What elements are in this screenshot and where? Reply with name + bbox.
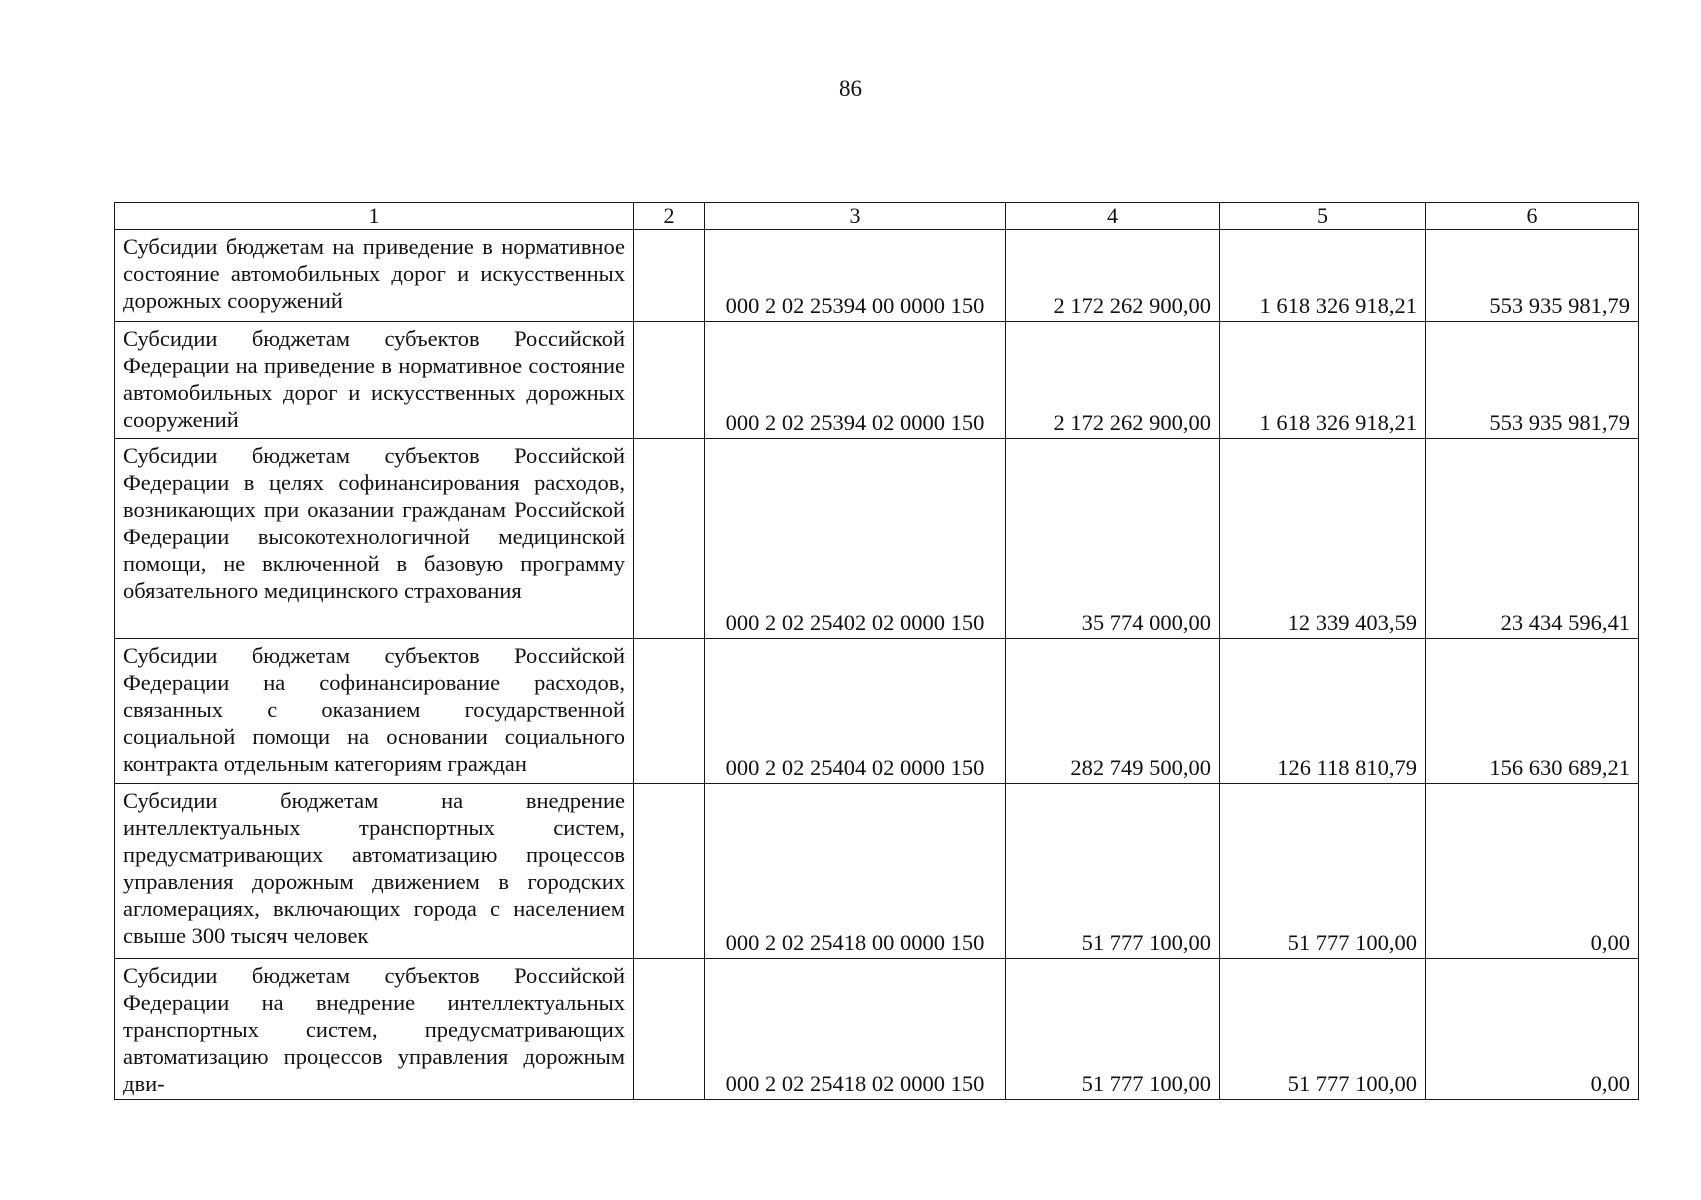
table-row bbox=[115, 639, 1639, 784]
row-col6-cell: 0,00 bbox=[1426, 784, 1639, 959]
row-col6-cell: 553 935 981,79 bbox=[1426, 230, 1639, 322]
row-code-cell: 000 2 02 25394 02 0000 150 bbox=[705, 322, 1006, 439]
page-number: 86 bbox=[839, 76, 862, 101]
row-code-cell: 000 2 02 25402 02 0000 150 bbox=[705, 439, 1006, 639]
row-col4-cell: 35 774 000,00 bbox=[1006, 439, 1220, 639]
row-name-cell: Субсидии бюджетам субъектов Российской Федерации на софинансирование расходов, связанных с оказанием государственной социальной помощи на основании социального контракта отдельным категориям граждан bbox=[115, 639, 634, 784]
row-col2-cell bbox=[634, 322, 705, 439]
row-col2-cell bbox=[634, 959, 705, 1100]
column-header: 4 bbox=[1006, 203, 1220, 230]
column-header: 6 bbox=[1426, 203, 1639, 230]
row-col5-cell: 12 339 403,59 bbox=[1220, 439, 1426, 639]
table-row bbox=[115, 439, 1639, 639]
table-row bbox=[115, 230, 1639, 322]
table-row bbox=[115, 322, 1639, 439]
row-col2-cell bbox=[634, 230, 705, 322]
row-col5-cell: 51 777 100,00 bbox=[1220, 784, 1426, 959]
column-header: 5 bbox=[1220, 203, 1426, 230]
table-row bbox=[115, 959, 1639, 1100]
row-name-cell: Субсидии бюджетам субъектов Российской Федерации на внедрение интеллектуальных транспортных систем, предусматривающих автоматизацию процессов управления дорожным дви- bbox=[115, 959, 634, 1100]
row-col2-cell bbox=[634, 784, 705, 959]
column-header: 2 bbox=[634, 203, 705, 230]
row-code-cell: 000 2 02 25404 02 0000 150 bbox=[705, 639, 1006, 784]
row-name-cell: Субсидии бюджетам на внедрение интеллектуальных транспортных систем, предусматривающих автоматизацию процессов управления дорожным движением в городских агломерациях, включающих города с населением свыше 300 тысяч человек bbox=[115, 784, 634, 959]
row-col6-cell: 156 630 689,21 bbox=[1426, 639, 1639, 784]
row-col5-cell: 51 777 100,00 bbox=[1220, 959, 1426, 1100]
row-col4-cell: 51 777 100,00 bbox=[1006, 784, 1220, 959]
column-header: 3 bbox=[705, 203, 1006, 230]
row-col6-cell: 23 434 596,41 bbox=[1426, 439, 1639, 639]
row-col4-cell: 2 172 262 900,00 bbox=[1006, 322, 1220, 439]
row-col4-cell: 51 777 100,00 bbox=[1006, 959, 1220, 1100]
row-code-cell: 000 2 02 25394 00 0000 150 bbox=[705, 230, 1006, 322]
table-header-row bbox=[115, 203, 1639, 230]
row-col5-cell: 126 118 810,79 bbox=[1220, 639, 1426, 784]
row-col5-cell: 1 618 326 918,21 bbox=[1220, 230, 1426, 322]
row-col6-cell: 553 935 981,79 bbox=[1426, 322, 1639, 439]
row-col2-cell bbox=[634, 639, 705, 784]
row-col4-cell: 282 749 500,00 bbox=[1006, 639, 1220, 784]
row-name-cell: Субсидии бюджетам субъектов Российской Федерации на приведение в нормативное состояние автомобильных дорог и искусственных дорожных сооружений bbox=[115, 322, 634, 439]
row-code-cell: 000 2 02 25418 00 0000 150 bbox=[705, 784, 1006, 959]
column-header: 1 bbox=[115, 203, 634, 230]
row-name-cell: Субсидии бюджетам на приведение в нормативное состояние автомобильных дорог и искусственных дорожных сооружений bbox=[115, 230, 634, 322]
budget-table bbox=[114, 202, 1639, 1100]
row-name-cell: Субсидии бюджетам субъектов Российской Федерации в целях софинансирования расходов, возникающих при оказании гражданам Российской Федерации высокотехнологичной медицинской помощи, не включенной в базовую программу обязательного медицинского страхования bbox=[115, 439, 634, 639]
row-col2-cell bbox=[634, 439, 705, 639]
row-col6-cell: 0,00 bbox=[1426, 959, 1639, 1100]
row-code-cell: 000 2 02 25418 02 0000 150 bbox=[705, 959, 1006, 1100]
table-row bbox=[115, 784, 1639, 959]
row-col5-cell: 1 618 326 918,21 bbox=[1220, 322, 1426, 439]
row-col4-cell: 2 172 262 900,00 bbox=[1006, 230, 1220, 322]
